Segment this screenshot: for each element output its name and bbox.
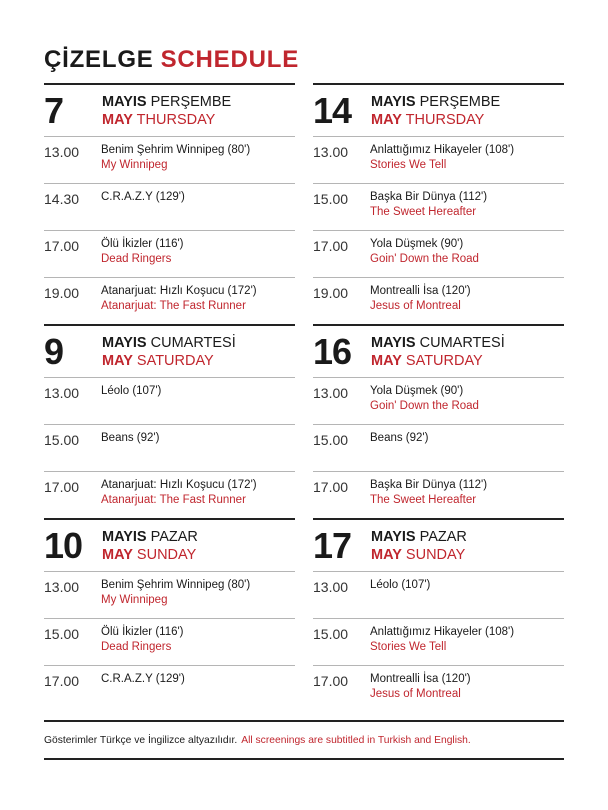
screening-row	[44, 377, 295, 424]
screening-row	[313, 377, 564, 424]
film-title-turkish: Ölü İkizler (116')	[101, 238, 184, 250]
day-label-turkish	[102, 93, 231, 111]
screening-time: 17.00	[44, 479, 80, 495]
month-turkish: MAYIS	[102, 528, 147, 545]
day-header	[44, 324, 295, 377]
weekday-turkish: CUMARTESİ	[150, 334, 236, 351]
screening-row	[44, 277, 295, 324]
screening-row	[313, 230, 564, 277]
screening-row	[313, 136, 564, 183]
screening-row	[313, 471, 564, 518]
film-title-turkish: Beans (92')	[101, 432, 160, 444]
day-number: 7	[44, 89, 64, 131]
weekday-english: SUNDAY	[405, 546, 466, 563]
month-english: MAY	[102, 546, 133, 563]
day-label-english	[371, 546, 467, 564]
film-title-turkish: C.R.A.Z.Y (129')	[101, 191, 185, 203]
day-label-turkish	[102, 528, 198, 546]
film-title-english: The Sweet Hereafter	[370, 206, 477, 218]
subtitle-note-english: All screenings are subtitled in Turkish and English.	[241, 734, 471, 746]
film-title	[101, 578, 250, 608]
film-title-english: Atanarjuat: The Fast Runner	[101, 300, 246, 312]
weekday-english: SATURDAY	[405, 352, 483, 369]
weekday-turkish: PAZAR	[150, 528, 198, 545]
day-labels	[102, 93, 231, 129]
film-title	[101, 672, 185, 687]
film-title-turkish: Montrealli İsa (120')	[370, 673, 471, 685]
film-title-turkish: Başka Bir Dünya (112')	[370, 479, 488, 491]
screening-time: 13.00	[44, 579, 80, 595]
day-header	[313, 83, 564, 136]
film-title-english: Stories We Tell	[370, 159, 447, 171]
film-title	[370, 384, 479, 414]
month-english: MAY	[102, 352, 133, 369]
film-title-english: My Winnipeg	[101, 159, 168, 171]
screening-time: 17.00	[313, 673, 349, 689]
subtitle-note-turkish: Gösterimler Türkçe ve İngilizce altyazılıdır.	[44, 734, 238, 746]
film-title-turkish: Atanarjuat: Hızlı Koşucu (172')	[101, 479, 257, 491]
screening-time: 17.00	[44, 238, 80, 254]
month-english: MAY	[371, 546, 402, 563]
day-header	[313, 324, 564, 377]
film-title-turkish: Atanarjuat: Hızlı Koşucu (172')	[101, 285, 257, 297]
screening-row	[44, 618, 295, 665]
film-title-turkish: Başka Bir Dünya (112')	[370, 191, 488, 203]
screening-time: 15.00	[313, 432, 349, 448]
film-title-turkish: Yola Düşmek (90')	[370, 238, 464, 250]
screening-time: 19.00	[313, 285, 349, 301]
weekday-english: SUNDAY	[136, 546, 197, 563]
day-block-row	[44, 518, 564, 712]
screening-time: 19.00	[44, 285, 80, 301]
day-label-turkish	[371, 93, 500, 111]
film-title	[370, 190, 487, 220]
day-label-turkish	[102, 334, 236, 352]
day-number: 14	[313, 89, 352, 131]
month-turkish: MAYIS	[102, 93, 147, 110]
screening-row	[313, 618, 564, 665]
day-column	[313, 324, 564, 518]
day-column	[44, 83, 295, 324]
film-title	[370, 237, 479, 267]
film-title-english: Dead Ringers	[101, 641, 172, 653]
day-label-turkish	[371, 334, 505, 352]
screening-time: 13.00	[313, 385, 349, 401]
film-title	[101, 431, 159, 446]
film-title-turkish: Anlattığımız Hikayeler (108')	[370, 144, 515, 156]
screening-row	[44, 471, 295, 518]
day-number: 16	[313, 330, 352, 372]
screening-time: 17.00	[313, 238, 349, 254]
weekday-english: SATURDAY	[136, 352, 214, 369]
film-title	[370, 672, 471, 702]
film-title-english: The Sweet Hereafter	[370, 494, 477, 506]
screening-time: 15.00	[44, 432, 80, 448]
day-labels	[371, 528, 467, 564]
title-turkish: ÇİZELGE	[44, 46, 154, 73]
day-label-english	[371, 352, 505, 370]
month-turkish: MAYIS	[371, 93, 416, 110]
screening-row	[313, 277, 564, 324]
film-title-english: Stories We Tell	[370, 641, 447, 653]
screening-row	[44, 183, 295, 230]
day-block-row	[44, 83, 564, 324]
film-title	[101, 478, 257, 508]
day-header	[44, 518, 295, 571]
day-label-turkish	[371, 528, 467, 546]
page-title	[44, 46, 299, 74]
film-title-turkish: Ölü İkizler (116')	[101, 626, 184, 638]
day-header	[313, 518, 564, 571]
screening-row	[313, 183, 564, 230]
title-english: SCHEDULE	[160, 46, 300, 73]
film-title-turkish: C.R.A.Z.Y (129')	[101, 673, 185, 685]
film-title-english: My Winnipeg	[101, 594, 168, 606]
weekday-english: THURSDAY	[136, 111, 216, 128]
film-title-turkish: Léolo (107')	[370, 579, 431, 591]
weekday-turkish: PAZAR	[419, 528, 467, 545]
screening-row	[44, 571, 295, 618]
film-title	[101, 284, 257, 314]
screening-time: 13.00	[313, 144, 349, 160]
day-column	[313, 83, 564, 324]
screening-row	[44, 424, 295, 471]
day-label-english	[371, 111, 500, 129]
day-labels	[371, 93, 500, 129]
day-labels	[371, 334, 505, 370]
screening-time: 17.00	[313, 479, 349, 495]
film-title-english: Goin' Down the Road	[370, 400, 479, 412]
month-english: MAY	[371, 111, 402, 128]
weekday-turkish: PERŞEMBE	[150, 93, 232, 110]
film-title-turkish: Montrealli İsa (120')	[370, 285, 471, 297]
screening-row	[44, 230, 295, 277]
screening-time: 14.30	[44, 191, 80, 207]
screening-row	[313, 424, 564, 471]
film-title-turkish: Benim Şehrim Winnipeg (80')	[101, 579, 251, 591]
film-title	[370, 284, 471, 314]
day-number: 17	[313, 524, 352, 566]
film-title-turkish: Benim Şehrim Winnipeg (80')	[101, 144, 251, 156]
month-english: MAY	[102, 111, 133, 128]
screening-time: 15.00	[44, 626, 80, 642]
day-header	[44, 83, 295, 136]
day-labels	[102, 334, 236, 370]
film-title-turkish: Léolo (107')	[101, 385, 162, 397]
day-number: 9	[44, 330, 64, 372]
subtitle-note	[44, 720, 564, 760]
film-title-english: Goin' Down the Road	[370, 253, 479, 265]
film-title	[370, 578, 430, 593]
month-turkish: MAYIS	[102, 334, 147, 351]
month-turkish: MAYIS	[371, 528, 416, 545]
screening-row	[44, 665, 295, 712]
day-label-english	[102, 546, 198, 564]
film-title	[101, 237, 184, 267]
month-english: MAY	[371, 352, 402, 369]
screening-time: 17.00	[44, 673, 80, 689]
weekday-turkish: CUMARTESİ	[419, 334, 505, 351]
film-title-english: Atanarjuat: The Fast Runner	[101, 494, 246, 506]
screening-time: 15.00	[313, 191, 349, 207]
day-column	[44, 518, 295, 712]
film-title	[370, 431, 428, 446]
day-label-english	[102, 111, 231, 129]
film-title	[101, 190, 185, 205]
film-title	[101, 625, 184, 655]
day-column	[313, 518, 564, 712]
screening-time: 13.00	[44, 144, 80, 160]
screening-row	[313, 665, 564, 712]
month-turkish: MAYIS	[371, 334, 416, 351]
film-title	[370, 478, 487, 508]
screening-time: 13.00	[44, 385, 80, 401]
film-title	[101, 143, 250, 173]
day-labels	[102, 528, 198, 564]
day-column	[44, 324, 295, 518]
film-title-turkish: Yola Düşmek (90')	[370, 385, 464, 397]
film-title	[101, 384, 161, 399]
film-title	[370, 143, 514, 173]
weekday-turkish: PERŞEMBE	[419, 93, 501, 110]
film-title-english: Jesus of Montreal	[370, 688, 461, 700]
film-title	[370, 625, 514, 655]
film-title-english: Jesus of Montreal	[370, 300, 461, 312]
day-block-row	[44, 324, 564, 518]
screening-row	[313, 571, 564, 618]
day-number: 10	[44, 524, 83, 566]
schedule-grid	[44, 83, 564, 712]
screening-time: 15.00	[313, 626, 349, 642]
screening-row	[44, 136, 295, 183]
film-title-english: Dead Ringers	[101, 253, 172, 265]
weekday-english: THURSDAY	[405, 111, 485, 128]
film-title-turkish: Anlattığımız Hikayeler (108')	[370, 626, 515, 638]
film-title-turkish: Beans (92')	[370, 432, 429, 444]
day-label-english	[102, 352, 236, 370]
screening-time: 13.00	[313, 579, 349, 595]
